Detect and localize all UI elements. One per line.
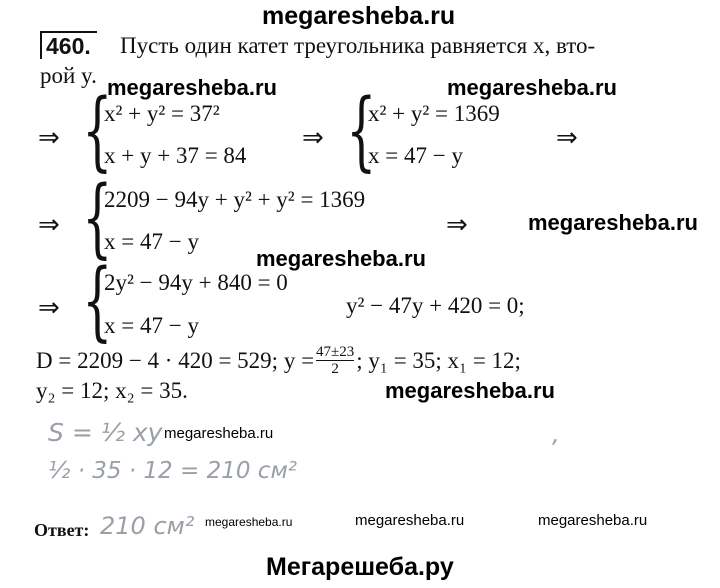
- watermark-answer-2: megaresheba.ru: [355, 512, 465, 529]
- sys1-eq1: x² + y² = 37²: [104, 101, 220, 126]
- watermark-row5-right: megaresheba.ru: [385, 378, 555, 403]
- watermark-hand-row: megaresheba.ru: [164, 425, 274, 442]
- watermark-answer-3: megaresheba.ru: [538, 512, 648, 529]
- watermark-row2-left: megaresheba.ru: [107, 75, 277, 100]
- brace-2: {: [346, 81, 377, 181]
- hand-tick: ,: [552, 420, 560, 448]
- sys2-eq2: x = 47 − y: [368, 143, 463, 168]
- roots-first: ; y₁ = 35; x₁ = 12;: [356, 347, 521, 373]
- roots-second: y₂ = 12; x₂ = 35.: [36, 378, 188, 403]
- quadratic-equation: y² − 47y + 420 = 0;: [346, 293, 525, 318]
- watermark-answer-1: megaresheba.ru: [205, 515, 293, 529]
- sys2-eq1: x² + y² = 1369: [368, 101, 500, 126]
- problem-line-2: рой y.: [40, 63, 97, 88]
- discriminant-text: D = 2209 − 4 · 420 = 529; y =: [36, 347, 315, 373]
- implies-arrow-1: ⇒: [38, 123, 60, 152]
- brace-1: {: [82, 81, 113, 181]
- sys1-eq2: x + y + 37 = 84: [104, 143, 247, 168]
- brace-3: {: [82, 168, 113, 268]
- hand-formula: S = ½ xy: [48, 418, 163, 447]
- implies-arrow-3: ⇒: [556, 123, 578, 152]
- root-fraction-numerator: 47±23: [316, 344, 355, 360]
- answer-label: Ответ:: [34, 520, 90, 540]
- sys3-eq2: x = 47 − y: [104, 229, 199, 254]
- watermark-row4-mid: megaresheba.ru: [256, 246, 426, 271]
- implies-arrow-4: ⇒: [38, 210, 60, 239]
- implies-arrow-5: ⇒: [446, 210, 468, 239]
- problem-line-1: Пусть один катет треугольника равняется x, вто-: [120, 33, 596, 58]
- root-fraction: [316, 344, 354, 377]
- problem-number: 460.: [40, 31, 97, 59]
- watermark-row2-right: megaresheba.ru: [447, 75, 617, 100]
- implies-arrow-2: ⇒: [302, 123, 324, 152]
- watermark-row3-right: megaresheba.ru: [528, 210, 698, 235]
- watermark-bottom: Мегарешеба.ру: [266, 553, 454, 581]
- brace-4: {: [82, 251, 113, 351]
- watermark-top: megaresheba.ru: [262, 2, 456, 30]
- root-fraction-denominator: 2: [331, 361, 339, 377]
- implies-arrow-6: ⇒: [38, 293, 60, 322]
- answer-value: 210 см²: [100, 512, 195, 540]
- sys4-eq2: x = 47 − y: [104, 313, 199, 338]
- sys3-eq1: 2209 − 94y + y² + y² = 1369: [104, 187, 366, 212]
- sys4-eq1: 2y² − 94y + 840 = 0: [104, 270, 288, 295]
- problem-header: [40, 33, 97, 60]
- hand-calculation: ½ · 35 · 12 = 210 см²: [48, 458, 298, 484]
- discriminant-line: [36, 344, 521, 377]
